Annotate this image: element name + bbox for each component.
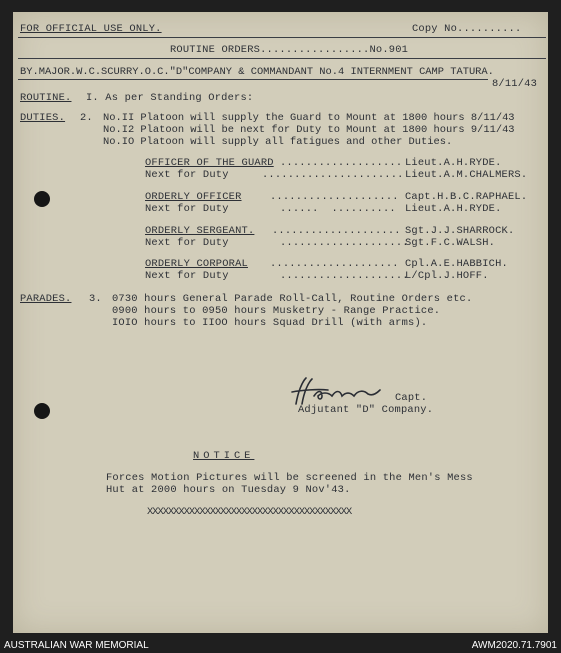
footer-institution: AUSTRALIAN WAR MEMORIAL — [4, 640, 149, 651]
role-dots: .................... — [270, 258, 399, 270]
punch-hole-top — [34, 191, 50, 207]
signature-rank: Capt. — [395, 392, 428, 404]
notice-line: Forces Motion Pictures will be screened in the Men's Mess — [106, 472, 473, 484]
role-title: ORDERLY OFFICER — [145, 191, 242, 203]
role-dots: .................... — [280, 237, 409, 249]
routine-orders-title: ROUTINE ORDERS.................No.901 — [170, 44, 409, 56]
role-dots: ...................... — [262, 169, 404, 181]
notice-heading: NOTICE — [193, 450, 255, 462]
punch-hole-bottom — [34, 403, 50, 419]
role-name: Capt.H.B.C.RAPHAEL. — [405, 191, 528, 203]
role-dots: .................... — [272, 225, 401, 237]
duties-label: DUTIES. — [20, 112, 66, 124]
duties-line: No.I2 Platoon will be next for Duty to Mount at 1800 hours 9/11/43 — [103, 124, 515, 136]
role-dots: ................... — [280, 157, 403, 169]
parades-number: 3. — [89, 293, 102, 305]
role-dots: .................... — [280, 270, 409, 282]
role-name: Lieut.A.H.RYDE. — [405, 157, 502, 169]
closing-x-line: XXXXXXXXXXXXXXXXXXXXXXXXXXXXXXXXXXXXXXX — [147, 506, 352, 518]
role-title: ORDERLY CORPORAL — [145, 258, 248, 270]
header-rule-top — [18, 37, 546, 38]
next-for-duty-label: Next for Duty — [145, 203, 229, 215]
signature-title: Adjutant "D" Company. — [298, 404, 434, 416]
parades-label: PARADES. — [20, 293, 72, 305]
archive-footer — [0, 639, 561, 653]
duties-number: 2. — [80, 112, 93, 124]
routine-label: ROUTINE. — [20, 92, 72, 104]
role-name: Sgt.J.J.SHARROCK. — [405, 225, 515, 237]
next-for-duty-name: Lieut.A.H.RYDE. — [405, 203, 502, 215]
next-for-duty-name: L/Cpl.J.HOFF. — [405, 270, 489, 282]
parades-line: 0900 hours to 0950 hours Musketry - Range Practice. — [112, 305, 441, 317]
copy-number: Copy No.......... — [412, 23, 522, 35]
role-title: OFFICER OF THE GUARD — [145, 157, 274, 169]
parades-line: 0730 hours General Parade Roll-Call, Routine Orders etc. — [112, 293, 473, 305]
role-dots: ...... .......... — [280, 203, 396, 215]
official-use-label: FOR OFFICIAL USE ONLY. — [20, 23, 162, 35]
next-for-duty-name: Sgt.F.C.WALSH. — [405, 237, 496, 249]
notice-line: Hut at 2000 hours on Tuesday 9 Nov'43. — [106, 484, 351, 496]
by-line: BY.MAJOR.W.C.SCURRY.O.C."D"COMPANY & COMMANDANT No.4 INTERNMENT CAMP TATURA. — [20, 66, 494, 78]
role-dots: .................... — [270, 191, 399, 203]
footer-accession-number: AWM2020.71.7901 — [471, 640, 557, 651]
duties-line: No.II Platoon will supply the Guard to Mount at 1800 hours 8/11/43 — [103, 112, 515, 124]
next-for-duty-label: Next for Duty — [145, 237, 229, 249]
next-for-duty-label: Next for Duty — [145, 270, 229, 282]
header-rule-middle — [18, 58, 546, 59]
role-name: Cpl.A.E.HABBICH. — [405, 258, 508, 270]
parades-line: IOIO hours to IIOO hours Squad Drill (with arms). — [112, 317, 428, 329]
next-for-duty-name: Lieut.A.M.CHALMERS. — [405, 169, 528, 181]
routine-text: I. As per Standing Orders: — [86, 92, 254, 104]
header-rule-bottom — [18, 79, 488, 80]
duties-line: No.IO Platoon will supply all fatigues and other Duties. — [103, 136, 453, 148]
next-for-duty-label: Next for Duty — [145, 169, 229, 181]
role-title: ORDERLY SERGEANT. — [145, 225, 255, 237]
order-date: 8/11/43 — [492, 78, 538, 90]
